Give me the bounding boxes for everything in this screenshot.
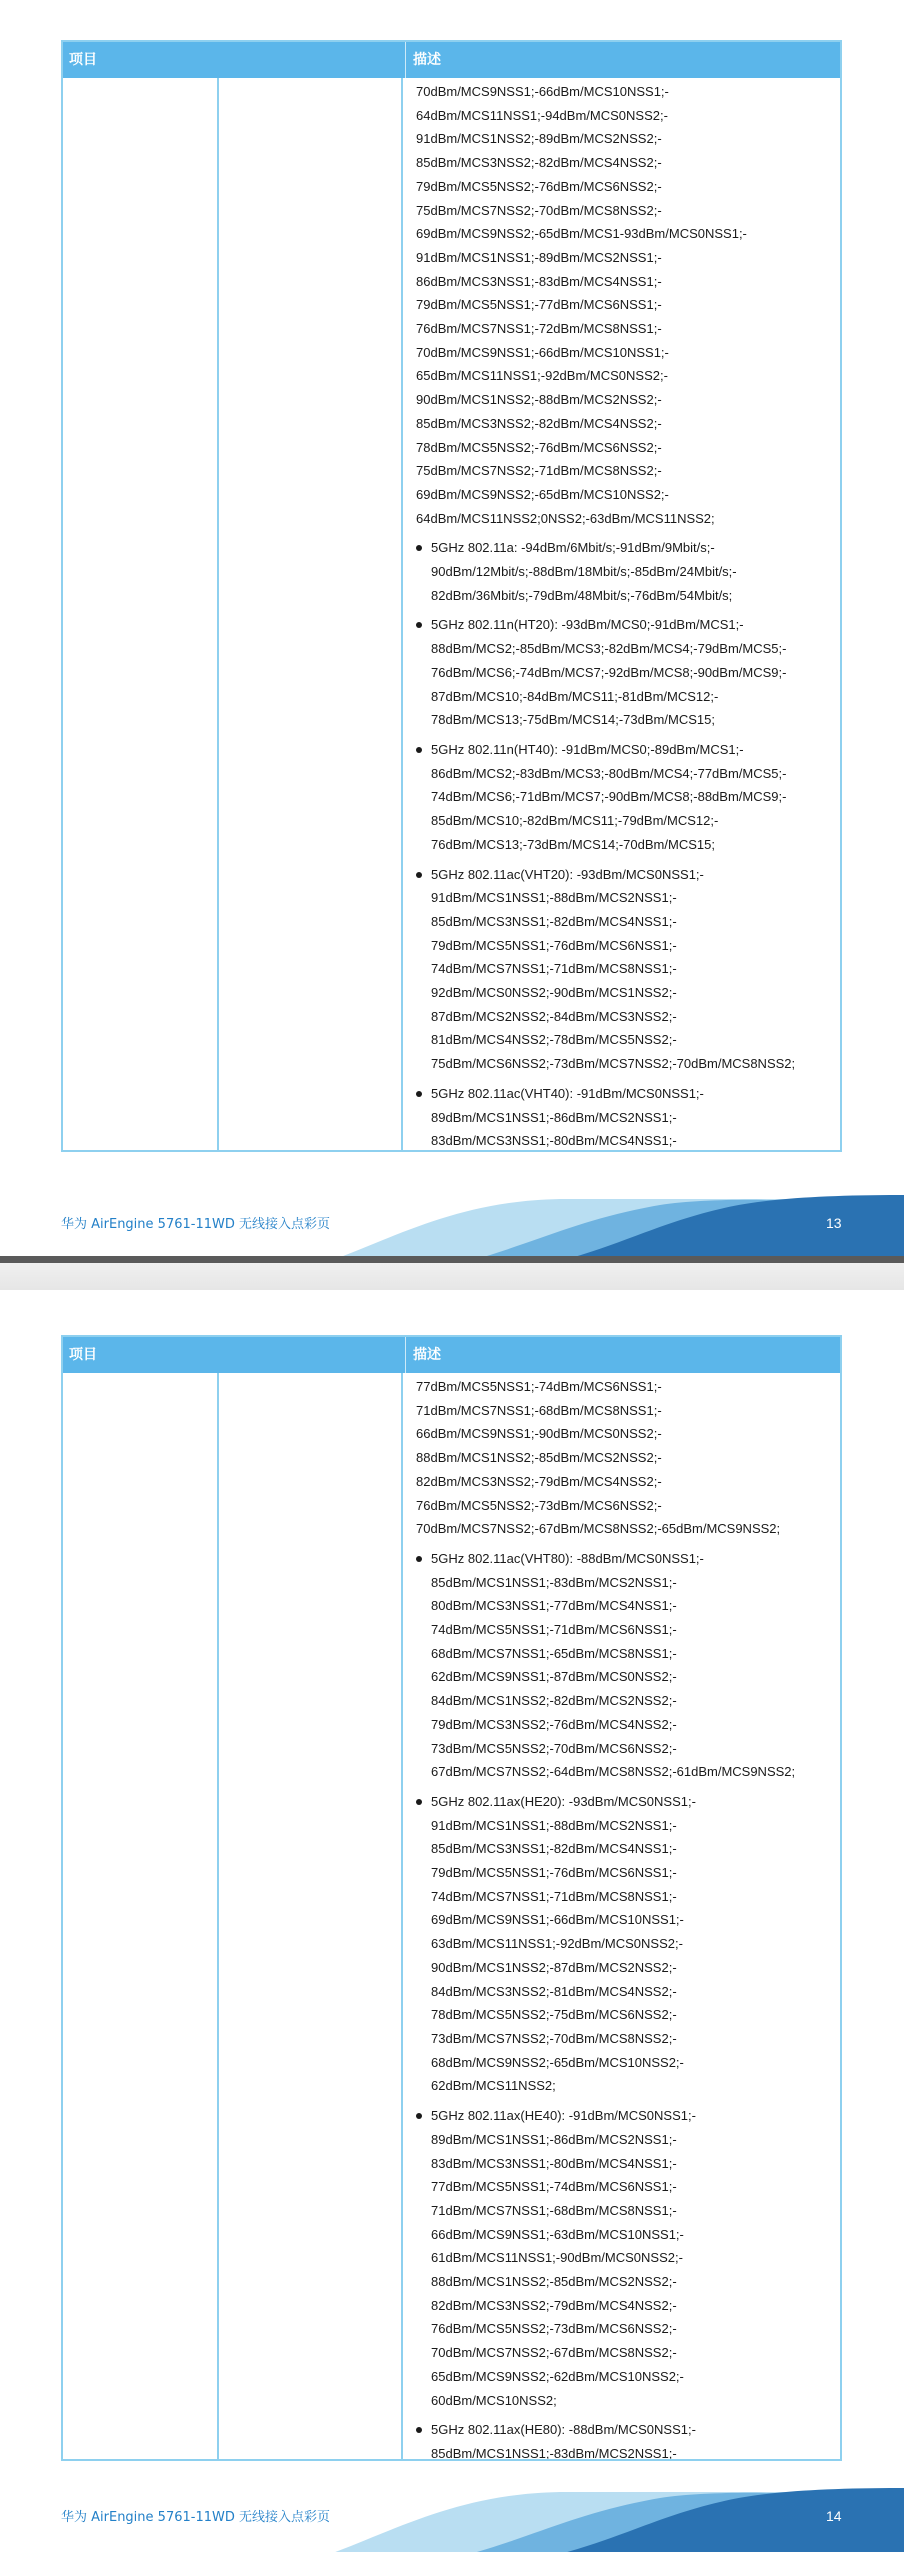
bullet-icon: [416, 1556, 422, 1562]
spec-text-line: 75dBm/MCS7NSS2;-70dBm/MCS8NSS2;-: [416, 202, 662, 218]
spec-table: [61, 40, 842, 1152]
spec-list-item: [416, 863, 834, 1076]
spec-list-item: [416, 536, 834, 607]
spec-list-item: [416, 1082, 834, 1150]
spec-text-line: 64dBm/MCS11NSS2;0NSS2;-63dBm/MCS11NSS2;: [416, 510, 715, 526]
spec-text-line: 60dBm/MCS10NSS2;: [431, 2392, 557, 2408]
description-cell: [402, 78, 840, 1150]
spec-text-line: 88dBm/MCS1NSS2;-85dBm/MCS2NSS2;-: [431, 2274, 677, 2290]
spec-text-line: 84dBm/MCS1NSS2;-82dBm/MCS2NSS2;-: [431, 1693, 677, 1709]
bullet-icon: [416, 622, 422, 628]
spec-text-line: 77dBm/MCS5NSS1;-74dBm/MCS6NSS1;-: [431, 2179, 677, 2195]
spec-text-line: 65dBm/MCS11NSS1;-92dBm/MCS0NSS2;-: [416, 368, 668, 384]
page-footer: [0, 1195, 904, 1261]
spec-text-line: 74dBm/MCS6;-71dBm/MCS7;-90dBm/MCS8;-88dBm/MCS9;-: [431, 789, 787, 805]
spec-text-line: 73dBm/MCS5NSS2;-70dBm/MCS6NSS2;-: [431, 1740, 677, 1756]
spec-text-line: 82dBm/MCS3NSS2;-79dBm/MCS4NSS2;-: [431, 2297, 677, 2313]
spec-text-line: 85dBm/MCS10;-82dBm/MCS11;-79dBm/MCS12;-: [431, 813, 719, 829]
footer-title: 华为 AirEngine 5761-11WD 无线接入点彩页: [61, 1217, 330, 1232]
table-header: [63, 1337, 840, 1373]
spec-text-line: 85dBm/MCS3NSS2;-82dBm/MCS4NSS2;-: [416, 415, 662, 431]
spec-text-line: 70dBm/MCS7NSS2;-67dBm/MCS8NSS2;-: [431, 2345, 677, 2361]
spec-text-line: 79dBm/MCS5NSS1;-76dBm/MCS6NSS1;-: [431, 937, 677, 953]
description-cell: [402, 1373, 840, 2459]
table-header: [63, 42, 840, 78]
spec-text-line: 5GHz 802.11ac(VHT20): -93dBm/MCS0NSS1;-: [431, 866, 704, 882]
bullet-icon: [416, 872, 422, 878]
spec-text-line: 88dBm/MCS1NSS2;-85dBm/MCS2NSS2;-: [416, 1450, 662, 1466]
spec-text-line: 71dBm/MCS7NSS1;-68dBm/MCS8NSS1;-: [431, 2202, 677, 2218]
spec-text-line: 76dBm/MCS6;-74dBm/MCS7;-92dBm/MCS8;-90dBm/MCS9;-: [431, 664, 787, 680]
spec-text-line: 61dBm/MCS11NSS1;-90dBm/MCS0NSS2;-: [431, 2250, 683, 2266]
spec-text-line: 5GHz 802.11n(HT20): -93dBm/MCS0;-91dBm/MCS1;-: [431, 617, 744, 633]
spec-list-item: [416, 1547, 834, 1784]
spec-text-line: 64dBm/MCS11NSS1;-94dBm/MCS0NSS2;-: [416, 107, 668, 123]
spec-text-line: 83dBm/MCS3NSS1;-80dBm/MCS4NSS1;-: [431, 1133, 677, 1149]
bullet-icon: [416, 545, 422, 551]
spec-text-line: 66dBm/MCS9NSS1;-90dBm/MCS0NSS2;-: [416, 1426, 662, 1442]
spec-text-line: 91dBm/MCS1NSS2;-89dBm/MCS2NSS2;-: [416, 131, 662, 147]
spec-text-line: 77dBm/MCS5NSS1;-74dBm/MCS6NSS1;-: [416, 1379, 662, 1394]
spec-text-line: 71dBm/MCS7NSS1;-68dBm/MCS8NSS1;-: [416, 1402, 662, 1418]
spec-text-line: 84dBm/MCS3NSS2;-81dBm/MCS4NSS2;-: [431, 1983, 677, 1999]
spec-text-line: 76dBm/MCS5NSS2;-73dBm/MCS6NSS2;-: [431, 2321, 677, 2337]
spec-text-line: 5GHz 802.11ac(VHT80): -88dBm/MCS0NSS1;-: [431, 1550, 704, 1566]
spec-text-line: 91dBm/MCS1NSS1;-88dBm/MCS2NSS1;-: [431, 1817, 677, 1833]
spec-text-line: 63dBm/MCS11NSS1;-92dBm/MCS0NSS2;-: [431, 1936, 683, 1952]
spec-text-line: 89dBm/MCS1NSS1;-86dBm/MCS2NSS1;-: [431, 2131, 677, 2147]
spec-text-line: 5GHz 802.11ax(HE80): -88dBm/MCS0NSS1;-: [431, 2422, 696, 2438]
bullet-icon: [416, 747, 422, 753]
spec-text-line: 92dBm/MCS0NSS2;-90dBm/MCS1NSS2;-: [431, 985, 677, 1001]
spec-text-line: 83dBm/MCS3NSS1;-80dBm/MCS4NSS1;-: [431, 2155, 677, 2171]
spec-text-line: 74dBm/MCS7NSS1;-71dBm/MCS8NSS1;-: [431, 961, 677, 977]
spec-text-line: 69dBm/MCS9NSS1;-66dBm/MCS10NSS1;-: [431, 1912, 684, 1928]
spec-text-line: 82dBm/36Mbit/s;-79dBm/48Mbit/s;-76dBm/54Mbit/s;: [431, 587, 733, 603]
header-description: 描述: [405, 42, 441, 78]
spec-text-line: 82dBm/MCS3NSS2;-79dBm/MCS4NSS2;-: [416, 1473, 662, 1489]
spec-text-line: 75dBm/MCS7NSS2;-71dBm/MCS8NSS2;-: [416, 463, 662, 479]
spec-text-line: 76dBm/MCS5NSS2;-73dBm/MCS6NSS2;-: [416, 1497, 662, 1513]
spec-text-line: 73dBm/MCS7NSS2;-70dBm/MCS8NSS2;-: [431, 2030, 677, 2046]
spec-text-line: 79dBm/MCS3NSS2;-76dBm/MCS4NSS2;-: [431, 1716, 677, 1732]
spec-list-item: [416, 1790, 834, 2098]
header-item: 项目: [69, 52, 97, 68]
bullet-icon: [416, 1091, 422, 1097]
spec-text-line: 78dBm/MCS5NSS2;-76dBm/MCS6NSS2;-: [416, 439, 662, 455]
spec-text-line: 70dBm/MCS9NSS1;-66dBm/MCS10NSS1;-: [416, 84, 669, 99]
spec-text-line: 88dBm/MCS2;-85dBm/MCS3;-82dBm/MCS4;-79dBm/MCS5;-: [431, 641, 787, 657]
document-page-14: [0, 1293, 904, 2552]
spec-text-line: 78dBm/MCS13;-75dBm/MCS14;-73dBm/MCS15;: [431, 712, 715, 728]
spec-text-line: 65dBm/MCS9NSS2;-62dBm/MCS10NSS2;-: [431, 2368, 684, 2384]
bullet-icon: [416, 2113, 422, 2119]
spec-text-line: 87dBm/MCS2NSS2;-84dBm/MCS3NSS2;-: [431, 1008, 677, 1024]
spec-text-line: 68dBm/MCS7NSS1;-65dBm/MCS8NSS1;-: [431, 1645, 677, 1661]
spec-text-line: 66dBm/MCS9NSS1;-63dBm/MCS10NSS1;-: [431, 2226, 684, 2242]
spec-text-line: 62dBm/MCS11NSS2;: [431, 2078, 556, 2094]
spec-text-line: 5GHz 802.11n(HT40): -91dBm/MCS0;-89dBm/MCS1;-: [431, 741, 744, 757]
header-item: 项目: [69, 1347, 97, 1363]
spec-text-line: 91dBm/MCS1NSS1;-89dBm/MCS2NSS1;-: [416, 249, 662, 265]
spec-text-line: 5GHz 802.11ac(VHT40): -91dBm/MCS0NSS1;-: [431, 1085, 704, 1101]
header-description: 描述: [405, 1337, 441, 1373]
spec-text-line: 86dBm/MCS3NSS1;-83dBm/MCS4NSS1;-: [416, 273, 662, 289]
spec-text-line: 79dBm/MCS5NSS1;-77dBm/MCS6NSS1;-: [416, 297, 662, 313]
spec-text-line: 78dBm/MCS5NSS2;-75dBm/MCS6NSS2;-: [431, 2007, 677, 2023]
spec-text-line: 5GHz 802.11a: -94dBm/6Mbit/s;-91dBm/9Mbit/s;-: [431, 540, 715, 556]
spec-text-line: 70dBm/MCS7NSS2;-67dBm/MCS8NSS2;-65dBm/MCS9NSS2;: [416, 1521, 781, 1537]
spec-text-line: 85dBm/MCS3NSS1;-82dBm/MCS4NSS1;-: [431, 913, 677, 929]
spec-text-line: 85dBm/MCS3NSS1;-82dBm/MCS4NSS1;-: [431, 1841, 677, 1857]
spec-text-line: 90dBm/12Mbit/s;-88dBm/18Mbit/s;-85dBm/24Mbit/s;-: [431, 564, 737, 580]
page-separator: [0, 1256, 904, 1290]
footer-title: 华为 AirEngine 5761-11WD 无线接入点彩页: [61, 2510, 330, 2525]
spec-text-line: 91dBm/MCS1NSS1;-88dBm/MCS2NSS1;-: [431, 890, 677, 906]
spec-text-line: 74dBm/MCS7NSS1;-71dBm/MCS8NSS1;-: [431, 1888, 677, 1904]
spec-text-line: 74dBm/MCS5NSS1;-71dBm/MCS6NSS1;-: [431, 1622, 677, 1638]
spec-list-item: [416, 2104, 834, 2412]
page-footer: [0, 2488, 904, 2552]
spec-text-line: 75dBm/MCS6NSS2;-73dBm/MCS7NSS2;-70dBm/MCS8NSS2;: [431, 1056, 796, 1072]
spec-text-line: 76dBm/MCS7NSS1;-72dBm/MCS8NSS1;-: [416, 321, 662, 337]
bullet-icon: [416, 2427, 422, 2433]
bullet-icon: [416, 1799, 422, 1805]
spec-text-line: 90dBm/MCS1NSS2;-87dBm/MCS2NSS2;-: [431, 1959, 677, 1975]
spec-text-line: 80dBm/MCS3NSS1;-77dBm/MCS4NSS1;-: [431, 1598, 677, 1614]
spec-text-line: 79dBm/MCS5NSS1;-76dBm/MCS6NSS1;-: [431, 1865, 677, 1881]
spec-list-item: [416, 2418, 834, 2459]
spec-text-line: 90dBm/MCS1NSS2;-88dBm/MCS2NSS2;-: [416, 392, 662, 408]
spec-text-line: 5GHz 802.11ax(HE40): -91dBm/MCS0NSS1;-: [431, 2108, 696, 2124]
spec-table: [61, 1335, 842, 2461]
page-number: 14: [826, 2508, 842, 2524]
spec-text-line: 70dBm/MCS9NSS1;-66dBm/MCS10NSS1;-: [416, 344, 669, 360]
spec-text-line: 67dBm/MCS7NSS2;-64dBm/MCS8NSS2;-61dBm/MCS9NSS2;: [431, 1764, 796, 1780]
spec-list-item: [416, 613, 834, 732]
spec-text-line: 69dBm/MCS9NSS2;-65dBm/MCS1-93dBm/MCS0NSS1;-: [416, 226, 747, 242]
spec-text-line: 87dBm/MCS10;-84dBm/MCS11;-81dBm/MCS12;-: [431, 688, 719, 704]
column-divider: [217, 1373, 219, 2459]
spec-text-line: 62dBm/MCS9NSS1;-87dBm/MCS0NSS2;-: [431, 1669, 677, 1685]
column-divider: [217, 78, 219, 1150]
spec-text-line: 85dBm/MCS1NSS1;-83dBm/MCS2NSS1;-: [431, 2445, 677, 2459]
spec-text-line: 68dBm/MCS9NSS2;-65dBm/MCS10NSS2;-: [431, 2054, 684, 2070]
page-number: 13: [826, 1215, 842, 1231]
spec-text-line: 89dBm/MCS1NSS1;-86dBm/MCS2NSS1;-: [431, 1109, 677, 1125]
spec-text-line: 76dBm/MCS13;-73dBm/MCS14;-70dBm/MCS15;: [431, 836, 715, 852]
document-page-13: [0, 0, 904, 1267]
spec-text-line: 79dBm/MCS5NSS2;-76dBm/MCS6NSS2;-: [416, 178, 662, 194]
spec-text-line: 69dBm/MCS9NSS2;-65dBm/MCS10NSS2;-: [416, 486, 669, 502]
spec-text-line: 85dBm/MCS1NSS1;-83dBm/MCS2NSS1;-: [431, 1574, 677, 1590]
spec-text-line: 86dBm/MCS2;-83dBm/MCS3;-80dBm/MCS4;-77dBm/MCS5;-: [431, 765, 787, 781]
spec-text-line: 85dBm/MCS3NSS2;-82dBm/MCS4NSS2;-: [416, 155, 662, 171]
spec-text-line: 81dBm/MCS4NSS2;-78dBm/MCS5NSS2;-: [431, 1032, 677, 1048]
spec-list-item: [416, 738, 834, 857]
spec-text-line: 5GHz 802.11ax(HE20): -93dBm/MCS0NSS1;-: [431, 1793, 696, 1809]
